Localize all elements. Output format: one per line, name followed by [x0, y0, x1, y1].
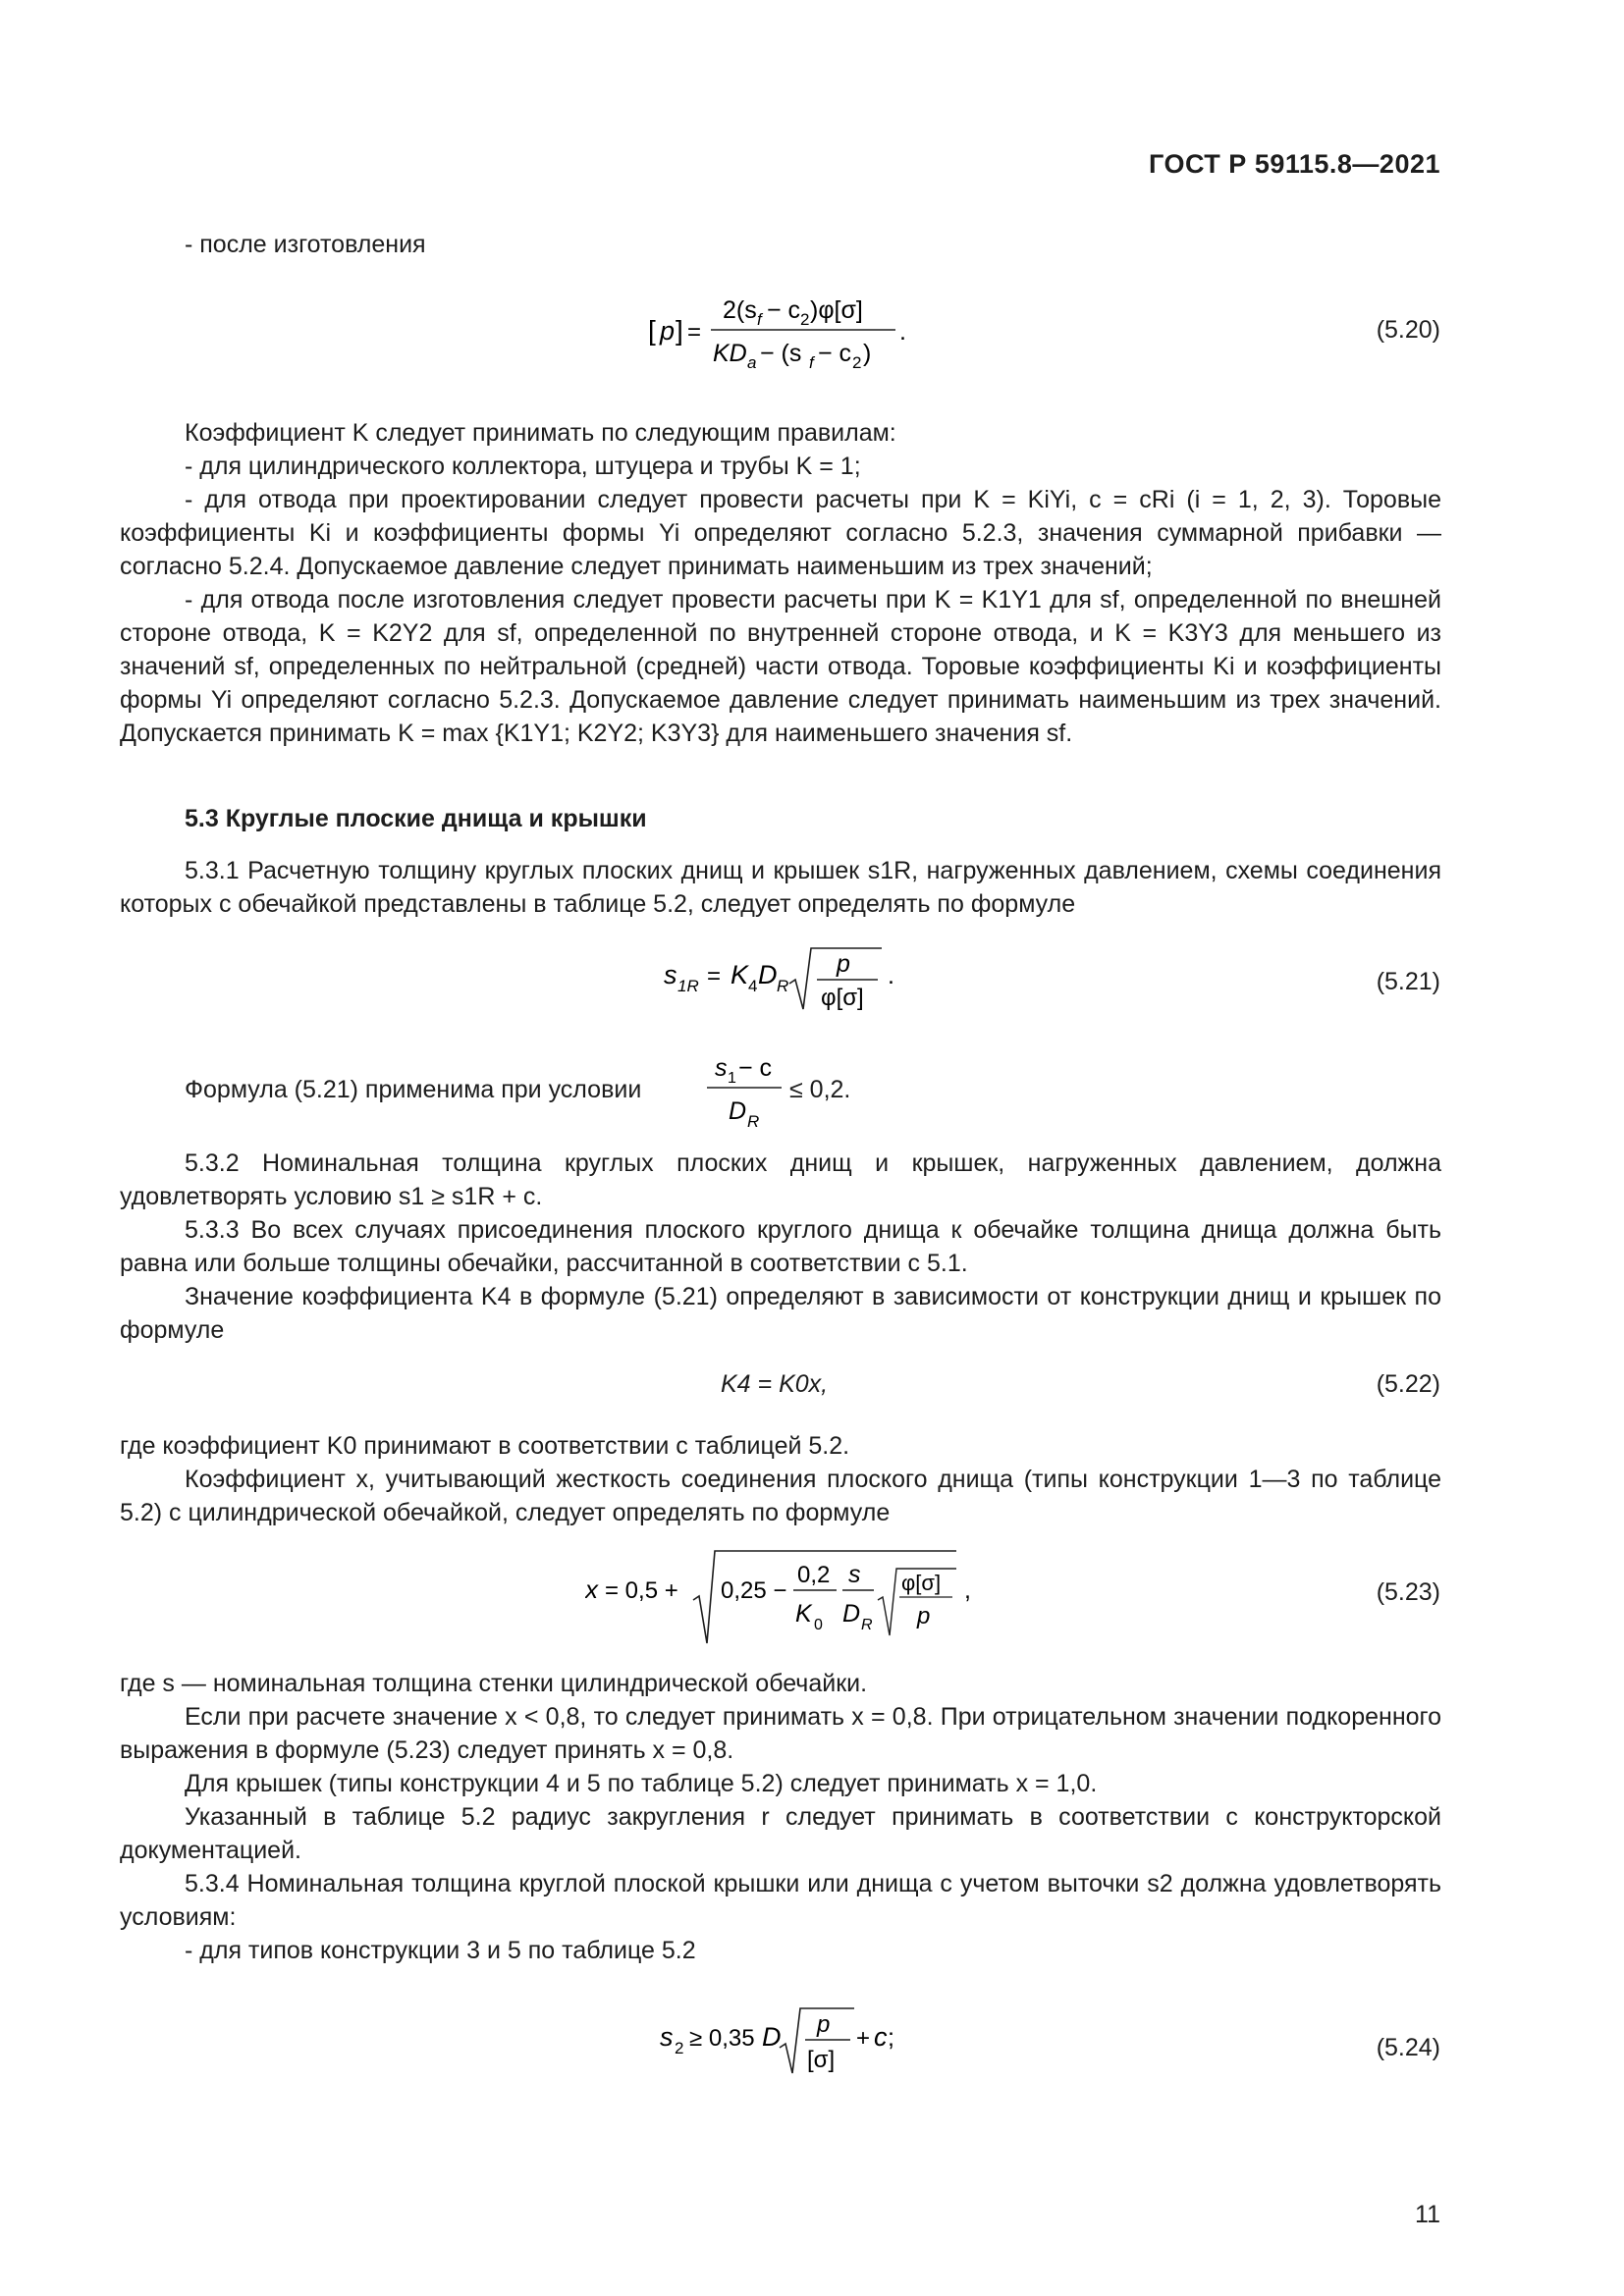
svg-text:=: = — [687, 319, 702, 346]
paragraph-k4-value: Значение коэффициента K4 в формуле (5.21) определяют в зависимости от конструкции днищ и крышек по формуле — [120, 1283, 1441, 1344]
formula-applicability-fraction — [703, 1046, 785, 1142]
svg-text:;: ; — [888, 2024, 894, 2052]
svg-text:p: p — [837, 950, 850, 978]
paragraph-radius: Указанный в таблице 5.2 радиус закругления r следует принимать в соответствии с конструкторской документацией. — [120, 1803, 1441, 1864]
svg-text:D: D — [729, 1097, 747, 1125]
document-header: ГОСТ Р 59115.8—2021 — [1149, 149, 1440, 179]
svg-text:s: s — [715, 1054, 728, 1082]
paragraph-after-manufacture: - после изготовления — [185, 231, 426, 258]
paragraph-5-3-2: 5.3.2 Номинальная толщина круглых плоских днищ и крышек, нагруженных давлением, должна удовлетворять условию s1 ≥ s1R + c. — [120, 1149, 1441, 1210]
svg-text:− c: − c — [818, 340, 852, 367]
svg-text:K: K — [731, 960, 749, 989]
svg-text:[σ]: [σ] — [807, 2047, 836, 2073]
svg-text:KD: KD — [713, 340, 747, 367]
svg-text:φ[σ]: φ[σ] — [821, 985, 864, 1011]
paragraph-x-covers: Для крышек (типы конструкции 4 и 5 по таблице 5.2) следует принимать x = 1,0. — [185, 1770, 1098, 1797]
svg-text:x: x — [585, 1575, 598, 1604]
svg-text:,: , — [964, 1576, 971, 1604]
svg-text:s: s — [664, 960, 677, 989]
svg-text:2: 2 — [852, 353, 862, 372]
svg-text:D: D — [842, 1600, 861, 1628]
svg-text:0: 0 — [814, 1617, 823, 1633]
svg-text:− c: − c — [738, 1054, 773, 1082]
svg-text:s: s — [848, 1561, 861, 1588]
svg-text:4: 4 — [748, 977, 758, 995]
svg-text:2: 2 — [675, 2039, 684, 2057]
paragraph-x-minimum: Если при расчете значение x < 0,8, то следует принимать x = 0,8. При отрицательном значении подкоренного выражения в формуле (5.23) следует принять x = 0,8. — [120, 1703, 1441, 1764]
equation-number-5-22: (5.22) — [1376, 1370, 1440, 1398]
paragraph-5-3-4: 5.3.4 Номинальная толщина круглой плоской крышки или днища с учетом выточки s2 должна удовлетворять условиям: — [120, 1870, 1441, 1931]
svg-text:0,25 −: 0,25 − — [721, 1577, 787, 1604]
svg-text:)φ[σ]: )φ[σ] — [810, 296, 863, 324]
svg-text:R: R — [747, 1112, 760, 1131]
paragraph-k-bend-design: - для отвода при проектировании следует провести расчеты при K = KiYi, c = cRi (i = 1, 2, 3). Торовые коэффициенты Ki и коэффициенты формы Yi определяют согласно 5.2.3, значения суммарной прибавки — согласно 5.2.4. Допускаемое давление следует принимать наименьшим из трех значений; — [120, 486, 1441, 580]
svg-text:R: R — [777, 977, 789, 995]
svg-text:a: a — [747, 353, 757, 372]
equation-number-5-23: (5.23) — [1376, 1578, 1440, 1606]
paragraph-k-cylinder: - для цилиндрического коллектора, штуцера и трубы K = 1; — [185, 453, 861, 480]
paragraph-s-where: где s — номинальная толщина стенки цилиндрической обечайки. — [120, 1670, 868, 1697]
svg-text:c: c — [874, 2022, 888, 2052]
formula-5-20 — [648, 283, 933, 388]
svg-text:D: D — [758, 960, 778, 989]
formula-applicability-text: Формула (5.21) применима при условии — [185, 1076, 642, 1103]
svg-text:R: R — [861, 1617, 873, 1633]
svg-text:f: f — [757, 310, 762, 329]
svg-text:]: ] — [676, 315, 683, 346]
paragraph-x-coefficient: Коэффициент x, учитывающий жесткость соединения плоского днища (типы конструкции 1—3 по таблице 5.2) с цилиндрической обечайкой, следует определять по формуле — [120, 1466, 1441, 1526]
paragraph-k0-where: где коэффициент K0 принимают в соответствии с таблицей 5.2. — [120, 1432, 850, 1460]
svg-text:p: p — [660, 316, 676, 346]
formula-applicability-limit: ≤ 0,2. — [789, 1076, 851, 1103]
svg-text:.: . — [888, 962, 894, 989]
equation-number-5-20: (5.20) — [1376, 316, 1440, 344]
paragraph-k-rules: Коэффициент K следует принимать по следующим правилам: — [185, 419, 896, 447]
svg-text:0,2: 0,2 — [797, 1562, 831, 1588]
paragraph-k-bend-after: - для отвода после изготовления следует провести расчеты при K = K1Y1 для sf, определенной по внешней стороне отвода, K = K2Y2 для sf, определенной по внутренней стороне отвода, и K = K3Y3 для меньшего из значений sf, определенных по нейтральной (средней) части отвода. Торовые коэффициенты Ki и коэффициенты формы Yi определяют согласно 5.2.3. Допускаемое давление следует принимать наименьшим из трех значений. Допускается принимать K = max {K1Y1; K2Y2; K3Y3} для наименьшего значения sf. — [120, 586, 1441, 747]
svg-text:p: p — [817, 2011, 831, 2038]
svg-text:1R: 1R — [677, 977, 699, 995]
formula-5-24 — [660, 1995, 915, 2090]
svg-text:K: K — [795, 1600, 812, 1628]
svg-text:− (s: − (s — [760, 340, 802, 367]
svg-text:D: D — [762, 2022, 782, 2052]
svg-text:p: p — [917, 1603, 931, 1629]
page-number: 11 — [1415, 2201, 1440, 2228]
formula-5-23 — [585, 1541, 998, 1656]
paragraph-5-3-1: 5.3.1 Расчетную толщину круглых плоских днищ и крышек s1R, нагруженных давлением, схемы соединения которых с обечайкой представлены в таблице 5.2, следует определять по формуле — [120, 857, 1441, 918]
svg-text:φ[σ]: φ[σ] — [901, 1571, 942, 1595]
formula-5-22: K4 = K0x, — [721, 1370, 829, 1398]
section-heading-5-3: 5.3 Круглые плоские днища и крышки — [185, 805, 647, 832]
formula-5-21 — [664, 938, 919, 1024]
svg-text:2: 2 — [800, 310, 810, 329]
svg-text:.: . — [899, 318, 906, 346]
svg-text:s: s — [660, 2022, 674, 2052]
svg-text:+: + — [856, 2025, 871, 2052]
svg-text:1: 1 — [728, 1070, 736, 1087]
svg-text:≥ 0,35: ≥ 0,35 — [689, 2025, 755, 2052]
svg-text:[: [ — [648, 315, 656, 346]
svg-text:f: f — [809, 353, 814, 372]
svg-text:): ) — [863, 340, 872, 367]
svg-text:=: = — [707, 963, 722, 989]
equation-number-5-24: (5.24) — [1376, 2034, 1440, 2061]
svg-text:= 0,5 +: = 0,5 + — [605, 1577, 678, 1604]
equation-number-5-21: (5.21) — [1376, 968, 1440, 995]
paragraph-types-3-5: - для типов конструкции 3 и 5 по таблице 5.2 — [185, 1937, 696, 1964]
svg-text:2(s: 2(s — [723, 296, 757, 324]
svg-text:− c: − c — [767, 296, 801, 324]
paragraph-5-3-3: 5.3.3 Во всех случаях присоединения плоского круглого днища к обечайке толщина днища должна быть равна или больше толщины обечайки, рассчитанной в соответствии с 5.1. — [120, 1216, 1441, 1277]
